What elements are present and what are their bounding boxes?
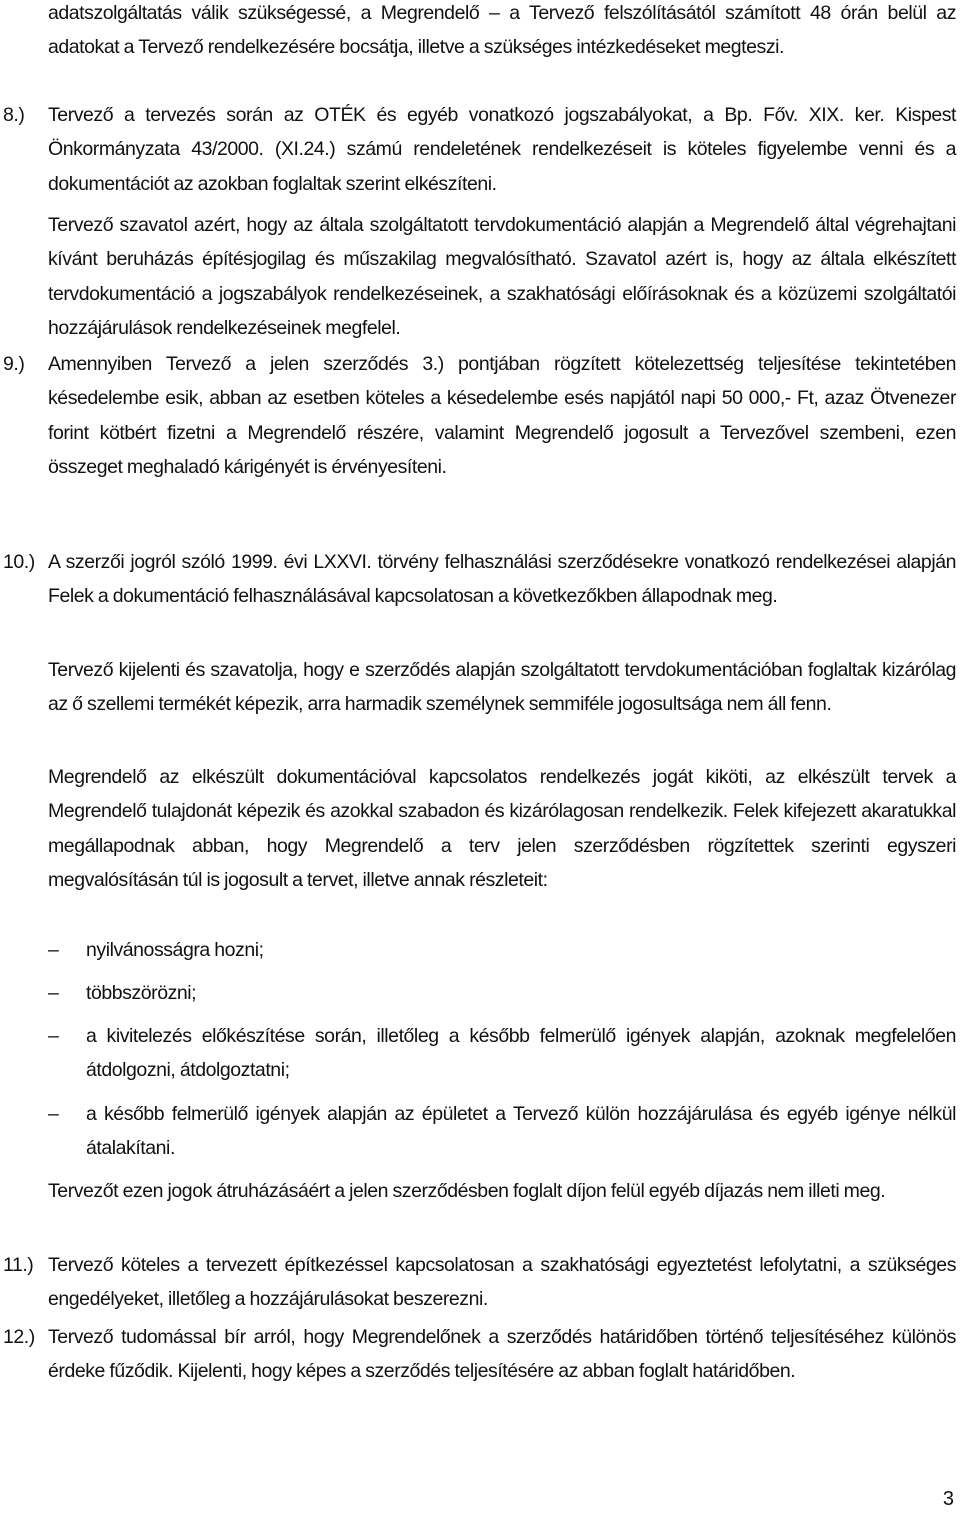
list-item-text: többszörözni; (86, 982, 197, 1004)
section-8-warranty (48, 208, 956, 345)
paragraph-text: adatszolgáltatás válik szükségessé, a Megrendelő – a Tervező felszólításától számított 48 órán belül az adatokat a Tervező rendelkezésére bocsátja, illetve a szükséges intézkedéseket megteszi. (48, 2, 956, 59)
paragraph-continuation (48, 0, 956, 65)
section-number: 8.) (3, 104, 25, 126)
list-item (48, 1019, 956, 1088)
dash-bullet: – (48, 982, 59, 1004)
list-item (48, 933, 956, 967)
list-item (48, 1097, 956, 1166)
section-text: Tervező köteles a tervezett építkezéssel kapcsolatosan a szakhatósági egyeztetést lefolytatni, a szükséges engedélyeket, illetőleg a hozzájárulásokat beszerezni. (48, 1254, 956, 1311)
section-9 (3, 347, 956, 484)
page-number: 3 (942, 1488, 954, 1510)
list-item-text: a kivitelezés előkészítése során, illetőleg a később felmerülő igények alapján, azoknak megfelelően átdolgozni, átdolgoztatni; (86, 1025, 956, 1082)
section-text: Amennyiben Tervező a jelen szerződés 3.) pontjában rögzített kötelezettség teljesítése tekintetében késedelembe esik, abban az esetben köteles a késedelembe esés napjától napi 50 000,- Ft, azaz Ötvenezer forint kötbért fizetni a Megrendelő részére, valamint Megrendelő jogosult a Tervezővel szembeni, ezen összeget meghaladó kárigényét is érvényesíteni. (48, 353, 956, 478)
section-10-declaration (48, 653, 956, 722)
paragraph-text: Tervező kijelenti és szavatolja, hogy e szerződés alapján szolgáltatott tervdokumentációban foglaltak kizárólag az ő szellemi termékét képezik, arra harmadik személynek semmiféle jogosultsága nem áll fenn. (48, 659, 956, 716)
section-10-fee (48, 1174, 956, 1208)
list-item-text: nyilvánosságra hozni; (86, 939, 264, 961)
section-number: 9.) (3, 353, 25, 375)
section-number: 12.) (3, 1326, 35, 1348)
list-item-text: a később felmerülő igények alapján az épületet a Tervező külön hozzájárulása és egyéb igénye nélkül átalakítani. (86, 1103, 956, 1160)
section-text: A szerzői jogról szóló 1999. évi LXXVI. törvény felhasználási szerződésekre vonatkozó rendelkezései alapján Felek a dokumentáció felhasználásával kapcsolatosan a következőkben állapodnak meg. (48, 551, 956, 608)
list-item (48, 976, 956, 1010)
section-number: 11.) (3, 1254, 34, 1276)
section-11 (3, 1248, 956, 1317)
paragraph-text: Tervezőt ezen jogok átruházásáért a jelen szerződésben foglalt díjon felül egyéb díjazás nem illeti meg. (48, 1180, 886, 1202)
dash-bullet: – (48, 1103, 59, 1125)
section-10-rights (48, 760, 956, 897)
paragraph-text: Tervező szavatol azért, hogy az általa szolgáltatott tervdokumentáció alapján a Megrendelő által végrehajtani kívánt beruházás építésjogilag és műszakilag megvalósítható. Szavatol azért is, hogy az általa elkészített tervdokumentáció a jogszabályok rendelkezéseinek, a szakhatósági előírásoknak és a közüzemi szolgáltatói hozzájárulások rendelkezéseinek megfelel. (48, 214, 956, 339)
section-text: Tervező a tervezés során az OTÉK és egyéb vonatkozó jogszabályokat, a Bp. Főv. XIX. ker. Kispest Önkormányzata 43/2000. (XI.24.) számú rendeletének rendelkezéseit is köteles figyelembe venni és a dokumentációt az azokban foglaltak szerint elkészíteni. (48, 104, 956, 195)
section-12 (3, 1320, 956, 1389)
section-10 (3, 545, 956, 614)
paragraph-text: Megrendelő az elkészült dokumentációval kapcsolatos rendelkezés jogát kiköti, az elkészült tervek a Megrendelő tulajdonát képezik és azokkal szabadon és kizárólagosan rendelkezik. Felek kifejezett akaratukkal megállapodnak abban, hogy Megrendelő a terv jelen szerződésben rögzítettek szerinti egyszeri megvalósításán túl is jogosult a tervet, illetve annak részleteit: (48, 766, 956, 891)
dash-bullet: – (48, 939, 59, 961)
section-number: 10.) (3, 551, 35, 573)
section-8 (3, 98, 956, 201)
section-text: Tervező tudomással bír arról, hogy Megrendelőnek a szerződés határidőben történő teljesítéséhez különös érdeke fűződik. Kijelenti, hogy képes a szerződés teljesítésére az abban foglalt határidőben. (48, 1326, 956, 1383)
dash-bullet: – (48, 1025, 59, 1047)
